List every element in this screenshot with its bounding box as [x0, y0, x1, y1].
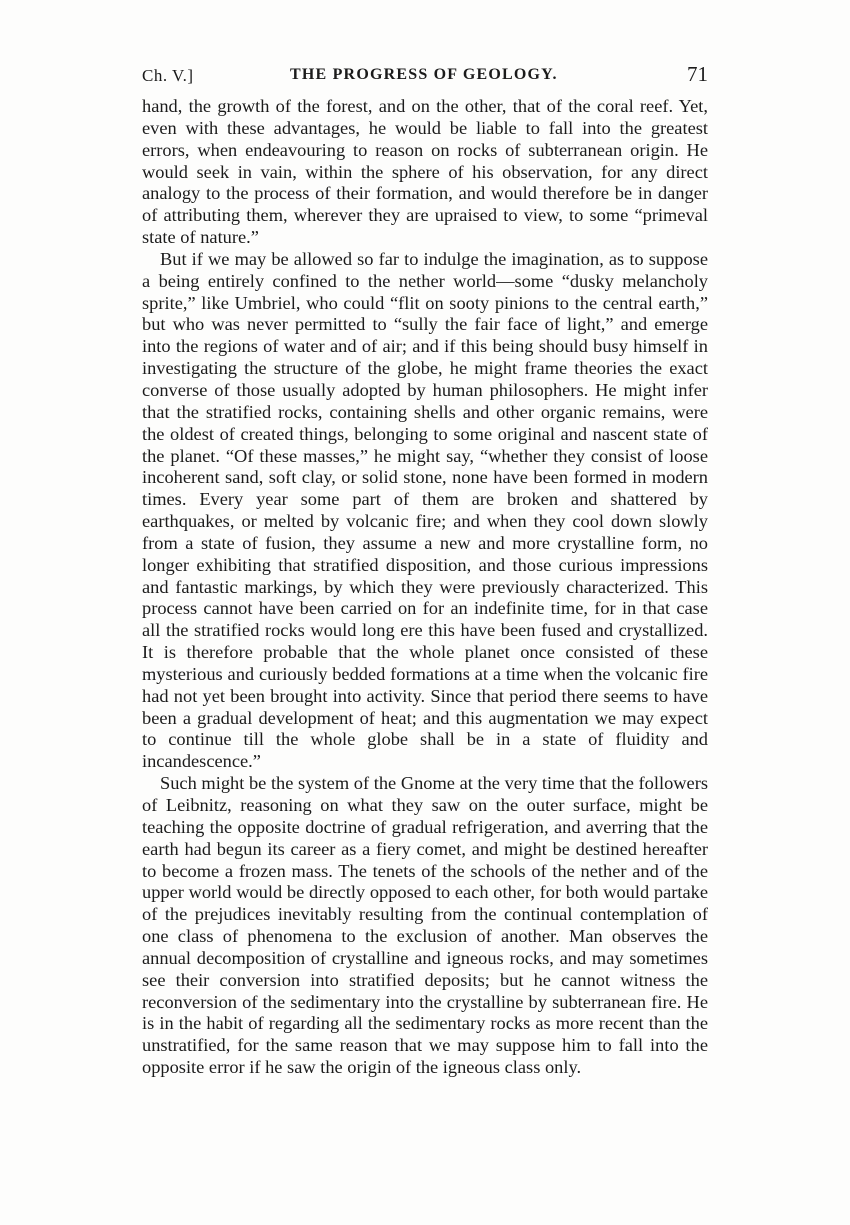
- chapter-label: Ch. V.]: [142, 66, 194, 85]
- running-title: THE PROGRESS OF GEOLOGY.: [290, 66, 558, 83]
- paragraph-gnome-theory: But if we may be allowed so far to indulge the imagination, as to suppose a being entirely confined to the nether world—some “dusky melancholy sprite,” like Umbriel, who could “flit on sooty pinions to the central earth,” but who was never permitted to “sully the fair face of light,” and emerge into the regions of water and of air; and if this being should busy himself in investigating the structure of the globe, he might frame theories the exact converse of those usually adopted by human philosophers. He might infer that the stratified rocks, containing shells and other organic remains, were the oldest of created things, belonging to some original and nascent state of the planet. “Of these masses,” he might say, “whether they consist of loose incoherent sand, soft clay, or solid stone, none have been formed in modern times. Every year some part of them are broken and shattered by earthquakes, or melted by volcanic fire; and when they cool down slowly from a state of fusion, they assume a new and more crystalline form, no longer exhibiting that stratified disposition, and those curious impressions and fantastic markings, by which they were previously characterized. This process cannot have been carried on for an indefinite time, for in that case all the stratified rocks would long ere this have been fused and crystallized. It is therefore probable that the whole planet once consisted of these mysterious and curiously bedded formations at a time when the volcanic fire had not yet been brought into activity. Since that period there seems to have been a gradual development of heat; and this augmentation we may expect to continue till the whole globe shall be in a state of fluidity and incandescence.”: [142, 248, 708, 772]
- page-number: 71: [687, 62, 708, 86]
- paragraph-continued: hand, the growth of the forest, and on the other, that of the coral reef. Yet, even with these advantages, he would be liable to fall into the greatest errors, when endeavouring to reason on rocks of subterranean origin. He would seek in vain, within the sphere of his observation, for any direct analogy to the process of their formation, and would therefore be in danger of attributing them, wherever they are upraised to view, to some “primeval state of nature.”: [142, 96, 708, 248]
- body-text: [142, 96, 708, 1079]
- paragraph-leibnitz: Such might be the system of the Gnome at the very time that the followers of Leibnitz, reasoning on what they saw on the outer surface, might be teaching the opposite doctrine of gradual refrigeration, and averring that the earth had begun its career as a fiery comet, and might be destined hereafter to become a frozen mass. The tenets of the schools of the nether and of the upper world would be directly opposed to each other, for both would partake of the prejudices inevitably resulting from the continual contemplation of one class of phenomena to the exclusion of another. Man observes the annual decomposition of crystalline and igneous rocks, and may sometimes see their conversion into stratified deposits; but he cannot witness the reconversion of the sedimentary into the crystalline by subterranean fire. He is in the habit of regarding all the sedimentary rocks as more recent than the unstratified, for the same reason that we may suppose him to fall into the opposite error if he saw the origin of the igneous class only.: [142, 773, 708, 1078]
- running-header: [142, 62, 708, 92]
